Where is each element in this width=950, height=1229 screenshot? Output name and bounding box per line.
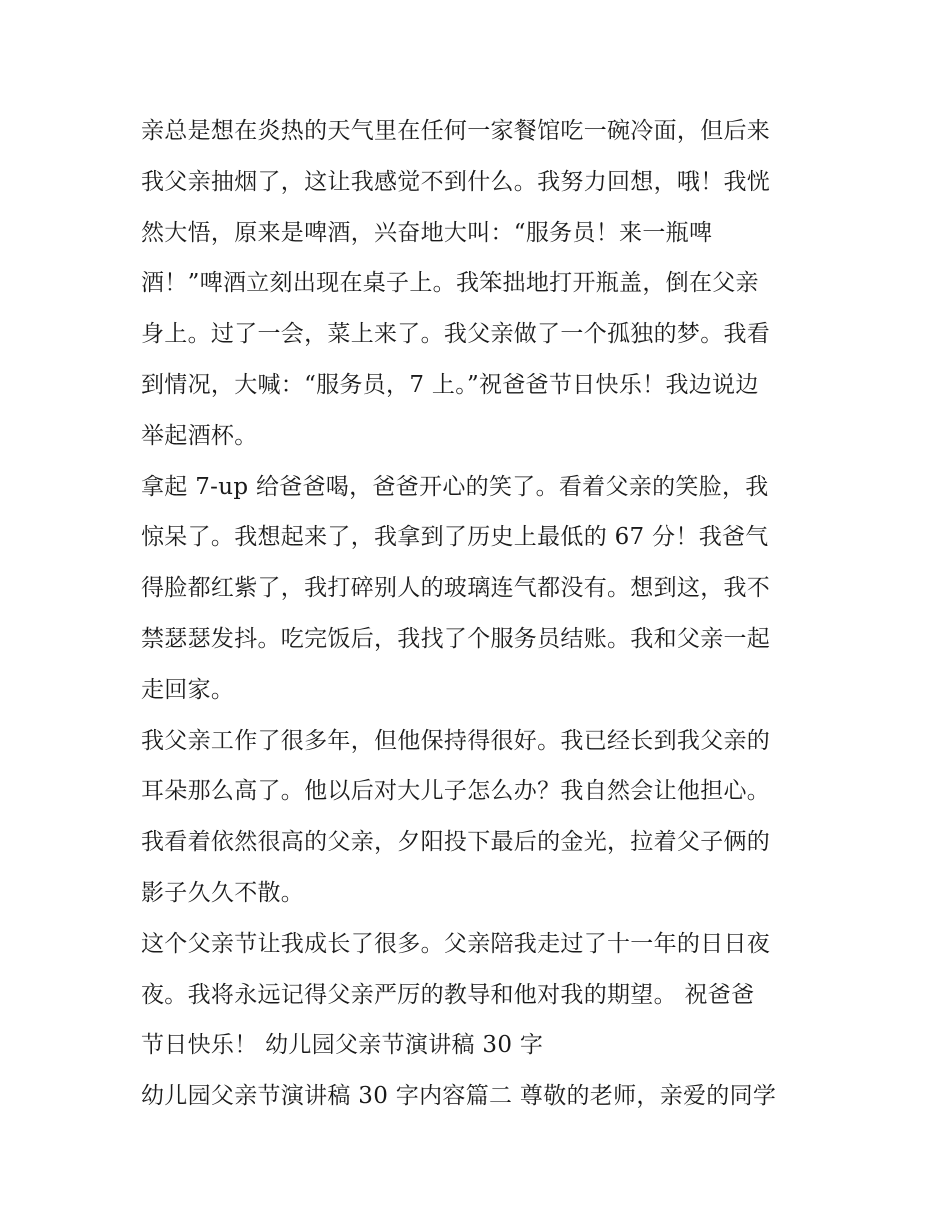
text-line: 节日快乐！ 幼儿园父亲节演讲稿 30 字 (141, 1032, 544, 1059)
text-line: 身上。过了一会，菜上来了。我父亲做了一个孤独的梦。我看 (141, 321, 771, 348)
text-line: 举起酒杯。 (141, 422, 258, 449)
text-line: 得脸都红紫了，我打碎别人的玻璃连气都没有。想到这，我不 (141, 575, 771, 602)
text-line: 我父亲工作了很多年，但他保持得很好。我已经长到我父亲的 (141, 727, 771, 754)
text-line: 走回家。 (141, 676, 235, 703)
text-line: 我父亲抽烟了，这让我感觉不到什么。我努力回想，哦！我恍 (141, 168, 771, 195)
text-line: 然大悟，原来是啤酒，兴奋地大叫：“服务员！来一瓶啤 (141, 219, 713, 246)
body-text (141, 106, 816, 1122)
text-line: 耳朵那么高了。他以后对大儿子怎么办？我自然会让他担心。 (141, 778, 771, 805)
text-line: 到情况，大喊：“服务员，7 上。”祝爸爸节日快乐！我边说边 (141, 371, 759, 398)
text-line: 酒！”啤酒立刻出现在桌子上。我笨拙地打开瓶盖，倒在父亲 (141, 270, 759, 297)
text-line: 惊呆了。我想起来了，我拿到了历史上最低的 67 分！我爸气 (141, 524, 769, 551)
text-line: 幼儿园父亲节演讲稿 30 字内容篇二 尊敬的老师，亲爱的同学 (141, 1083, 777, 1110)
text-line: 我看着依然很高的父亲，夕阳投下最后的金光，拉着父子俩的 (141, 829, 771, 856)
text-line: 禁瑟瑟发抖。吃完饭后，我找了个服务员结账。我和父亲一起 (141, 625, 771, 652)
text-line: 夜。我将永远记得父亲严厉的教导和他对我的期望。 祝爸爸 (141, 981, 755, 1008)
text-line: 影子久久不散。 (141, 879, 305, 906)
text-line: 亲总是想在炎热的天气里在任何一家餐馆吃一碗冷面，但后来 (141, 118, 771, 144)
text-line: 拿起 7-up 给爸爸喝，爸爸开心的笑了。看着父亲的笑脸，我 (141, 473, 769, 500)
text-line: 这个父亲节让我成长了很多。父亲陪我走过了十一年的日日夜 (141, 930, 771, 957)
